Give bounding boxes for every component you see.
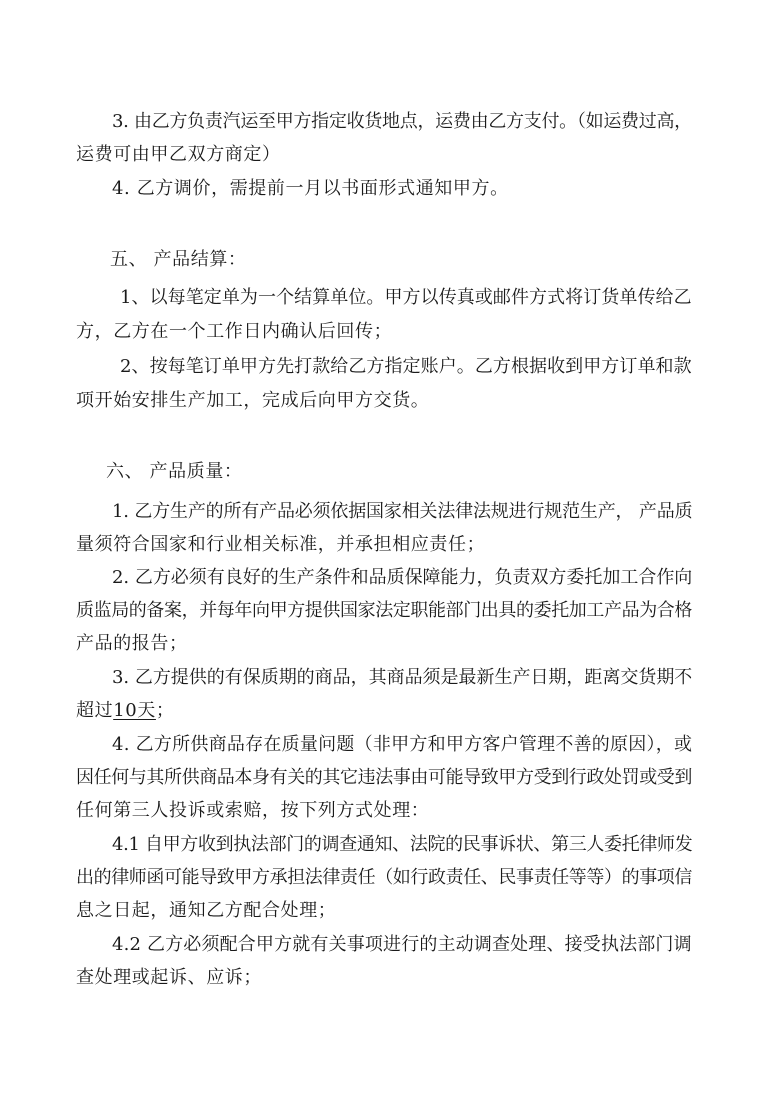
clause-3-line-2: 运费可由甲乙双方商定） xyxy=(76,144,281,165)
section-6-item-4-line-2: 因任何与其所供商品本身有关的其它违法事由可能导致甲方受到行政处罚或受到 xyxy=(76,767,692,788)
section-6-item-2-line-2: 质监局的备案，并每年向甲方提供国家法定职能部门出具的委托加工产品为合格 xyxy=(76,600,692,621)
item-3-prefix-text: 超过 xyxy=(76,700,114,721)
section-6-item-2-line-3: 产品的报告； xyxy=(76,633,188,654)
item-3-suffix-text: ； xyxy=(155,700,175,721)
clause-3-line-1: 3. 由乙方负责汽运至甲方指定收货地点，运费由乙方支付。（如运费过高， xyxy=(112,111,692,132)
section-5-heading: 五、 产品结算： xyxy=(110,249,247,270)
section-6-item-4-line-1: 4. 乙方所供商品存在质量问题（非甲方和甲方客户管理不善的原因），或 xyxy=(112,734,693,755)
section-6-item-4-line-3: 任何第三人投诉或索赔，按下列方式处理： xyxy=(76,800,430,821)
section-6-item-3-line-2 xyxy=(76,699,175,723)
section-6-item-4-1-line-3: 息之日起，通知乙方配合处理； xyxy=(76,900,337,921)
section-6-item-4-1-line-2: 出的律师函可能导致甲方承担法律责任（如行政责任、民事责任等等）的事项信 xyxy=(76,867,692,888)
section-6-item-3-line-1: 3. 乙方提供的有保质期的商品，其商品须是最新生产日期，距离交货期不 xyxy=(112,667,693,688)
section-6-item-4-2-line-1: 4.2 乙方必须配合甲方就有关事项进行的主动调查处理、接受执法部门调 xyxy=(112,934,692,955)
section-5-item-2-line-1: 2、按每笔订单甲方先打款给乙方指定账户。乙方根据收到甲方订单和款 xyxy=(120,356,692,377)
section-6-item-4-1-line-1: 4.1 自甲方收到执法部门的调查通知、法院的民事诉状、第三人委托律师发 xyxy=(112,834,693,855)
clause-4-line-1: 4. 乙方调价，需提前一月以书面形式通知甲方。 xyxy=(112,178,509,199)
section-5-item-1-line-2: 方，乙方在一个工作日内确认后回传； xyxy=(76,321,393,342)
delivery-days-underlined: 10天 xyxy=(113,700,156,721)
section-6-item-1-line-1: 1. 乙方生产的所有产品必须依据国家相关法律法规进行规范生产， 产品质 xyxy=(112,501,693,522)
section-6-heading: 六、 产品质量： xyxy=(106,461,243,482)
section-6-item-1-line-2: 量须符合国家和行业相关标准，并承担相应责任； xyxy=(76,534,486,555)
section-5-item-2-line-2: 项开始安排生产加工，完成后向甲方交货。 xyxy=(76,390,430,411)
section-6-item-2-line-1: 2. 乙方必须有良好的生产条件和品质保障能力，负责双方委托加工合作向 xyxy=(112,567,693,588)
section-5-item-1-line-1: 1、以每笔定单为一个结算单位。甲方以传真或邮件方式将订货单传给乙 xyxy=(120,287,692,308)
section-6-item-4-2-line-2: 查处理或起诉、应诉； xyxy=(76,967,262,988)
